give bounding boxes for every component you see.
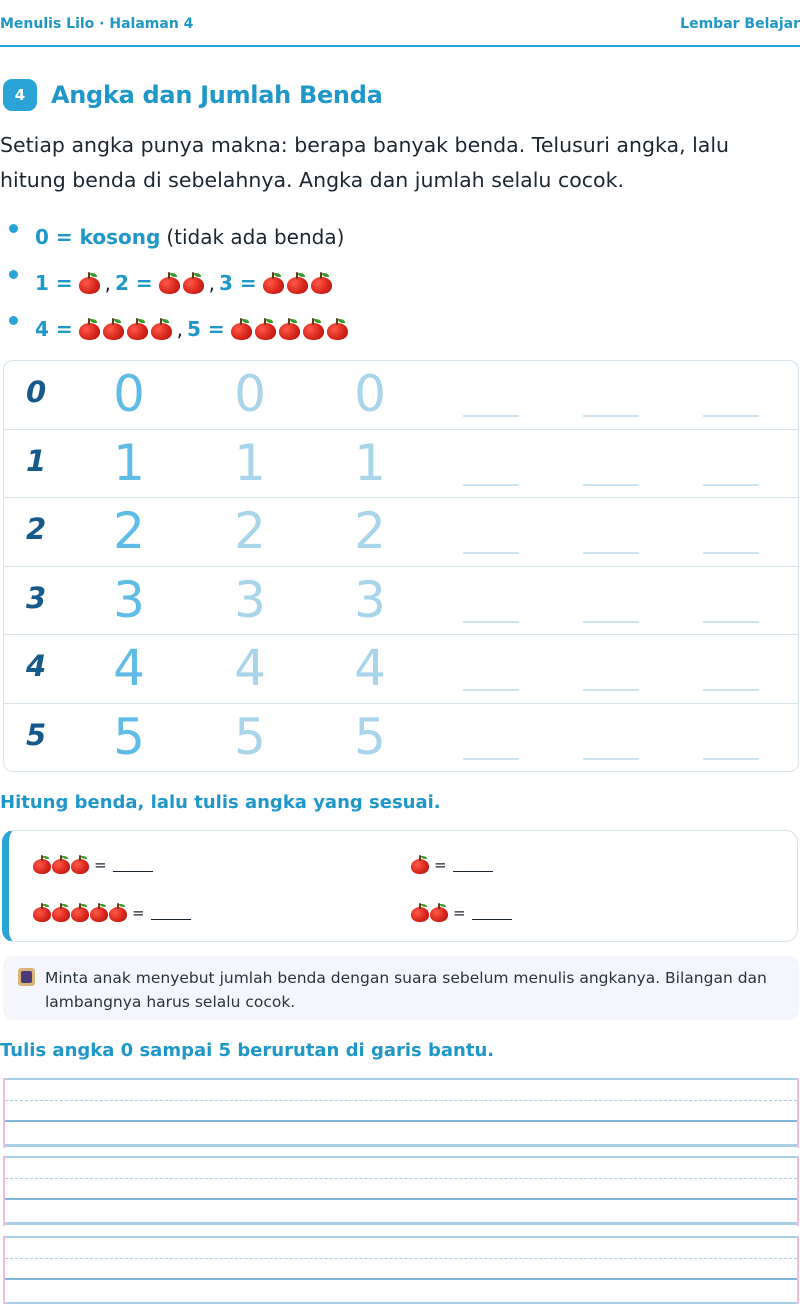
write-blank[interactable] <box>463 484 519 486</box>
apple-icon <box>231 318 252 340</box>
apple-icon <box>430 903 448 922</box>
trace-digit: 3 <box>113 570 145 629</box>
write-blank[interactable] <box>703 758 759 760</box>
apple-icon <box>411 903 429 922</box>
writing-title: Tulis angka 0 sampai 5 berurutan di garis bantu. <box>0 1040 495 1061</box>
answer-blank[interactable] <box>472 906 512 920</box>
bullet-list <box>0 214 780 352</box>
trace-digit: 4 <box>234 639 266 698</box>
count-item <box>411 903 512 922</box>
row-label: 5 <box>26 717 47 752</box>
tracing-row <box>4 635 798 704</box>
bullet-zero <box>0 214 780 260</box>
zero-label: 0 = kosong <box>35 225 161 249</box>
apple-icon <box>303 318 324 340</box>
tracing-grid <box>3 360 799 772</box>
trace-digit: 3 <box>234 570 266 629</box>
tracing-row <box>4 361 798 430</box>
trace-digit: 1 <box>354 433 386 492</box>
answer-blank[interactable] <box>453 858 493 872</box>
apple-icon <box>279 318 300 340</box>
apple-icon <box>79 272 100 294</box>
row-label: 0 <box>26 375 47 409</box>
apple-icon <box>183 272 204 294</box>
three-label: 3 = <box>219 271 257 295</box>
apple-icon <box>159 272 180 294</box>
comma: , <box>176 317 183 341</box>
section-heading <box>3 78 383 112</box>
apple-icon <box>287 272 308 294</box>
apple-icon <box>52 855 70 874</box>
answer-blank[interactable] <box>151 906 191 920</box>
row-label: 1 <box>26 443 47 478</box>
header-divider <box>0 45 800 47</box>
trace-digit: 2 <box>113 502 145 561</box>
apple-icon <box>411 855 429 874</box>
write-blank[interactable] <box>463 415 519 417</box>
write-blank[interactable] <box>463 758 519 760</box>
apple-icon <box>255 318 276 340</box>
write-blank[interactable] <box>703 689 759 691</box>
apple-icon <box>311 272 332 294</box>
trace-digit: 3 <box>354 570 386 629</box>
write-blank[interactable] <box>583 758 639 760</box>
count-item <box>411 855 493 874</box>
zero-note: (tidak ada benda) <box>166 225 345 249</box>
tracing-row <box>4 704 798 772</box>
row-label: 4 <box>26 649 47 684</box>
apple-icon <box>263 272 284 294</box>
one-label: 1 = <box>35 271 73 295</box>
row-label: 3 <box>26 580 47 615</box>
section-title: Angka dan Jumlah Benda <box>51 81 383 109</box>
trace-digit: 1 <box>113 433 145 492</box>
apple-icon <box>327 318 348 340</box>
apple-icon <box>79 318 100 340</box>
apple-icon <box>33 855 51 874</box>
bullet-one-to-three <box>0 260 780 306</box>
tracing-row <box>4 430 798 499</box>
two-label: 2 = <box>115 271 153 295</box>
trace-digit: 2 <box>234 502 266 561</box>
bullet-dot <box>9 224 18 233</box>
trace-digit: 0 <box>113 365 145 423</box>
equals-sign: = <box>94 855 107 874</box>
comma: , <box>104 271 111 295</box>
trace-digit: 2 <box>354 502 386 561</box>
write-blank[interactable] <box>463 689 519 691</box>
write-blank[interactable] <box>463 621 519 623</box>
equals-sign: = <box>132 903 145 922</box>
header-title: Menulis Lilo · Halaman 4 <box>0 16 194 32</box>
trace-digit: 4 <box>113 639 145 698</box>
trace-digit: 5 <box>354 707 386 766</box>
apple-icon <box>52 903 70 922</box>
trace-digit: 4 <box>354 639 386 698</box>
write-blank[interactable] <box>583 689 639 691</box>
bullet-dot <box>9 316 18 325</box>
write-blank[interactable] <box>703 552 759 554</box>
bullet-dot <box>9 270 18 279</box>
write-blank[interactable] <box>703 415 759 417</box>
teacher-icon <box>18 968 35 986</box>
writing-line[interactable] <box>3 1236 799 1304</box>
section-number-badge: 4 <box>3 79 37 111</box>
count-item <box>33 903 191 922</box>
writing-line[interactable] <box>3 1078 799 1148</box>
header-label: Lembar Belajar <box>680 16 800 32</box>
apple-icon <box>103 318 124 340</box>
write-blank[interactable] <box>583 415 639 417</box>
five-label: 5 = <box>187 317 225 341</box>
count-exercise-box <box>2 830 798 942</box>
trace-digit: 5 <box>113 707 145 766</box>
apple-icon <box>151 318 172 340</box>
apple-icon <box>90 903 108 922</box>
apple-icon <box>109 903 127 922</box>
trace-digit: 0 <box>354 365 386 423</box>
trace-digit: 5 <box>234 707 266 766</box>
tracing-row <box>4 567 798 636</box>
trace-digit: 0 <box>234 365 266 423</box>
row-label: 2 <box>26 512 47 547</box>
write-blank[interactable] <box>583 621 639 623</box>
trace-digit: 1 <box>234 433 266 492</box>
writing-line[interactable] <box>3 1156 799 1226</box>
count-item <box>33 855 153 874</box>
four-label: 4 = <box>35 317 73 341</box>
equals-sign: = <box>453 903 466 922</box>
teacher-tip <box>3 956 799 1020</box>
page-header <box>0 0 800 48</box>
apple-icon <box>33 903 51 922</box>
equals-sign: = <box>434 855 447 874</box>
bullet-four-five <box>0 306 780 352</box>
write-blank[interactable] <box>703 484 759 486</box>
write-blank[interactable] <box>463 552 519 554</box>
tip-text: Minta anak menyebut jumlah benda dengan suara sebelum menulis angkanya. Bilangan dan lambangnya harus selalu cocok. <box>45 969 767 1011</box>
apple-icon <box>127 318 148 340</box>
apple-icon <box>71 855 89 874</box>
count-exercise-title: Hitung benda, lalu tulis angka yang sesuai. <box>0 792 441 813</box>
intro-paragraph: Setiap angka punya makna: berapa banyak benda. Telusuri angka, lalu hitung benda di sebelahnya. Angka dan jumlah selalu cocok. <box>0 133 730 192</box>
write-blank[interactable] <box>583 484 639 486</box>
answer-blank[interactable] <box>113 858 153 872</box>
write-blank[interactable] <box>703 621 759 623</box>
apple-icon <box>71 903 89 922</box>
write-blank[interactable] <box>583 552 639 554</box>
comma: , <box>208 271 215 295</box>
tracing-row <box>4 498 798 567</box>
